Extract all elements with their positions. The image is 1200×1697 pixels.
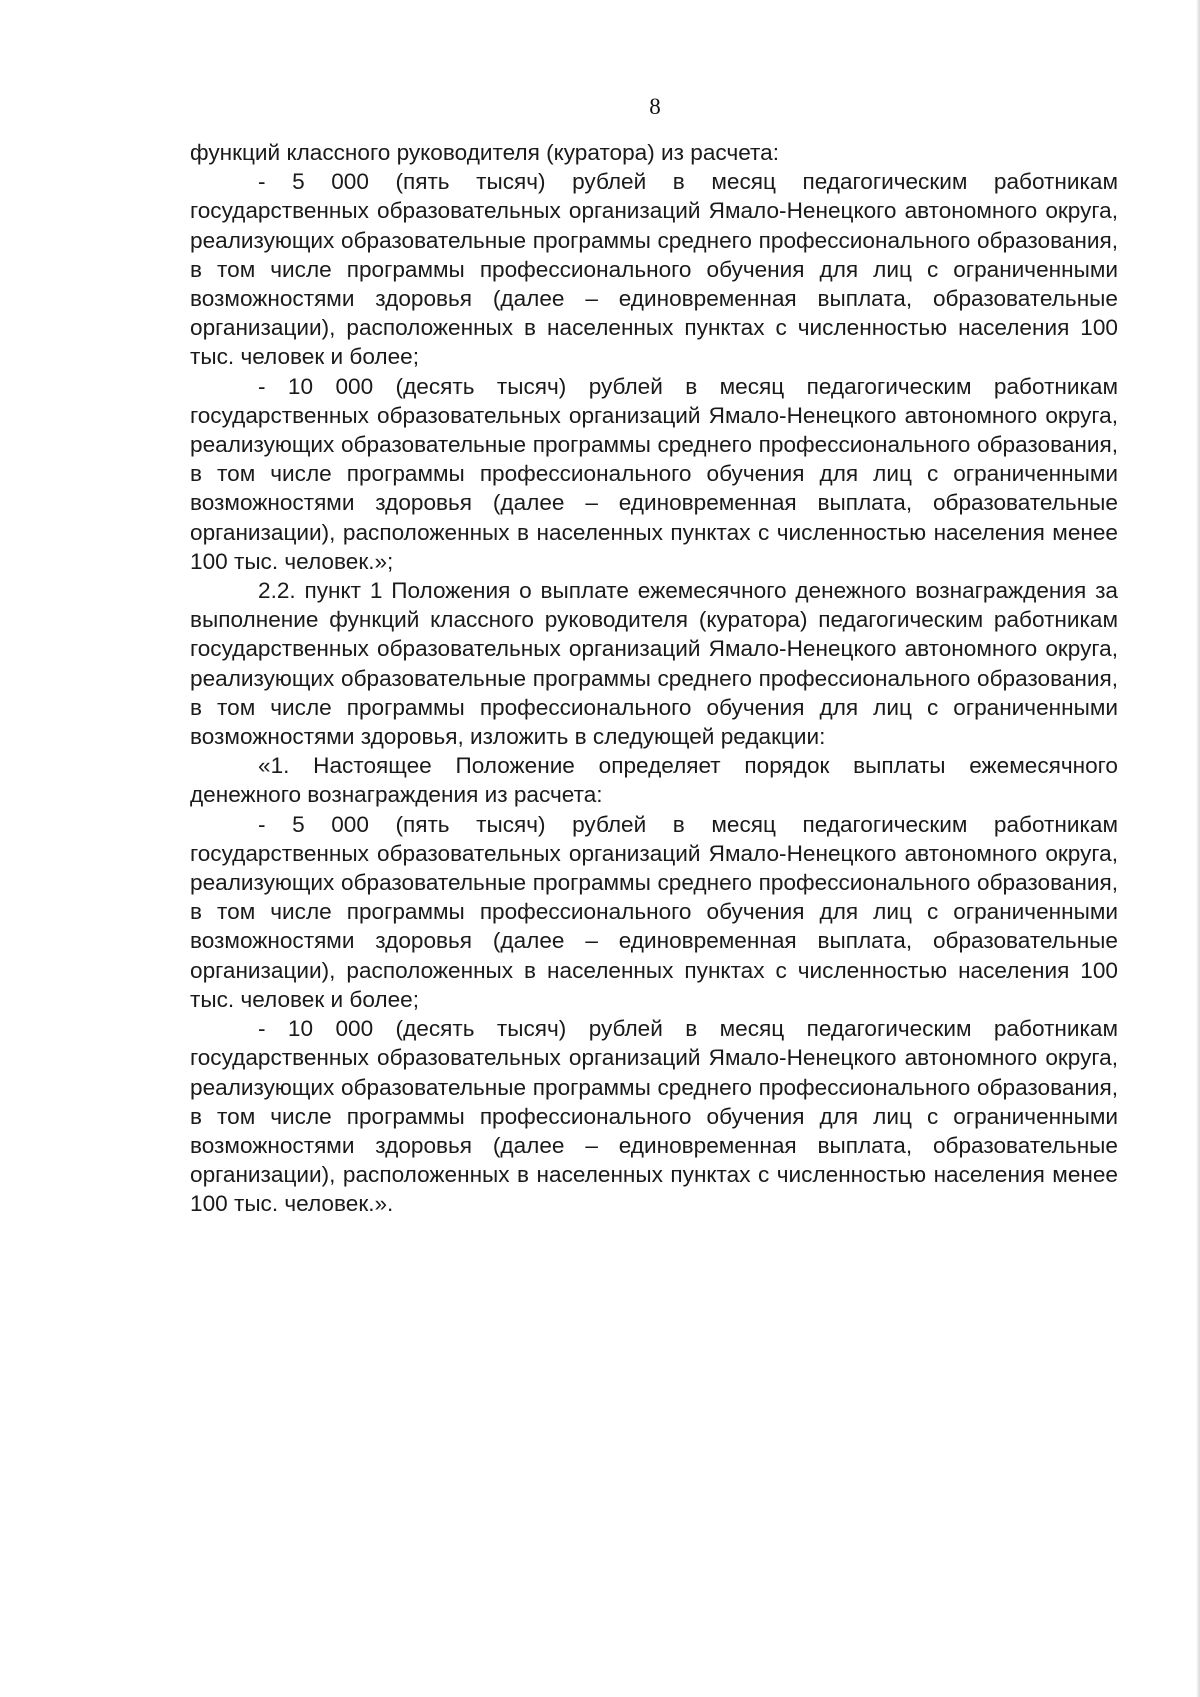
paragraph-payment-5000: - 5 000 (пять тысяч) рублей в месяц педагогическим работникам государственных образовательных организаций Ямало-Ненецкого автономного округа, реализующих образовательные программы среднего профессионального образования, в том числе программы профессионального обучения для лиц с ограниченными возможностями здоровья (далее – единовременная выплата, образовательные организации), расположенных в населенных пунктах с численностью населения 100 тыс. человек и более;	[190, 169, 1118, 370]
paragraph-continuation: функций классного руководителя (куратора) из расчета:	[190, 140, 779, 165]
paragraph-payment-5000-new: - 5 000 (пять тысяч) рублей в месяц педагогическим работникам государственных образовательных организаций Ямало-Ненецкого автономного округа, реализующих образовательные программы среднего профессионального образования, в том числе программы профессионального обучения для лиц с ограниченными возможностями здоровья (далее – единовременная выплата, образовательные организации), расположенных в населенных пунктах с численностью населения 100 тыс. человек и более;	[190, 811, 1118, 1012]
page-number: 8	[649, 94, 661, 119]
document-body	[190, 138, 1118, 1219]
paragraph-regulation-item-1: «1. Настоящее Положение определяет порядок выплаты ежемесячного денежного вознаграждения из расчета:	[190, 753, 1118, 808]
paragraph-clause-2-2: 2.2. пункт 1 Положения о выплате ежемесячного денежного вознаграждения за выполнение функций классного руководителя (куратора) педагогическим работникам государственных образовательных организаций Ямало-Ненецкого автономного округа, реализующих образовательные программы среднего профессионального образования, в том числе программы профессионального обучения для лиц с ограниченными возможностями здоровья, изложить в следующей редакции:	[190, 578, 1118, 750]
paragraph-payment-10000: - 10 000 (десять тысяч) рублей в месяц педагогическим работникам государственных образовательных организаций Ямало-Ненецкого автономного округа, реализующих образовательные программы среднего профессионального образования, в том числе программы профессионального обучения для лиц с ограниченными возможностями здоровья (далее – единовременная выплата, образовательные организации), расположенных в населенных пунктах с численностью населения менее 100 тыс. человек.»;	[190, 373, 1118, 574]
paragraph-payment-10000-new: - 10 000 (десять тысяч) рублей в месяц педагогическим работникам государственных образовательных организаций Ямало-Ненецкого автономного округа, реализующих образовательные программы среднего профессионального образования, в том числе программы профессионального обучения для лиц с ограниченными возможностями здоровья (далее – единовременная выплата, образовательные организации), расположенных в населенных пунктах с численностью населения менее 100 тыс. человек.».	[190, 1016, 1118, 1217]
scan-edge-shadow	[1196, 0, 1200, 1697]
